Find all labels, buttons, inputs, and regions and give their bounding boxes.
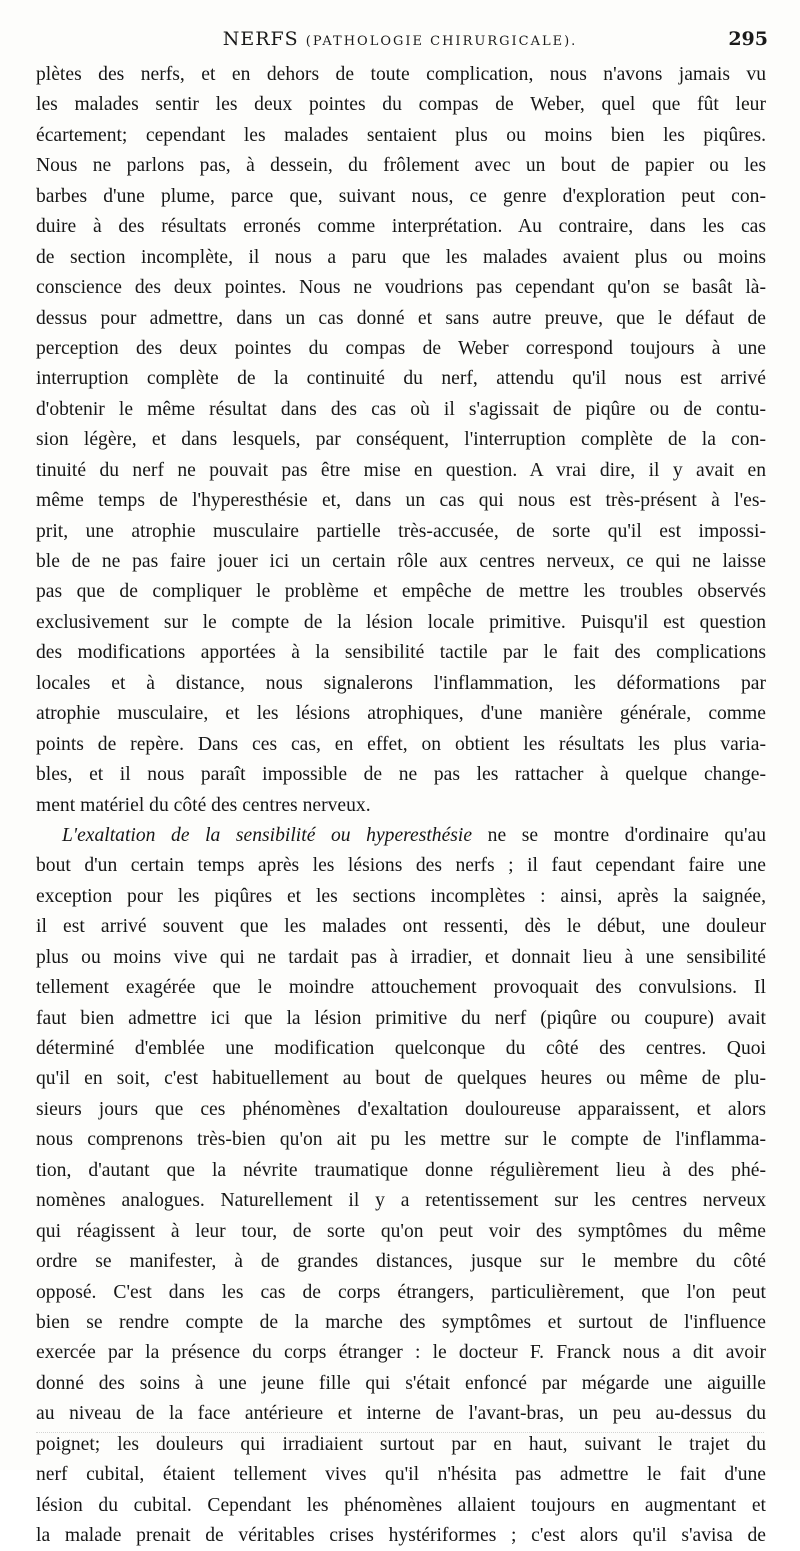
text-line: perception des deux pointes du compas de Weber correspond toujours à une — [36, 337, 766, 359]
text-line: qu'il en soit, c'est habituellement au bout de quelques heures ou même de plu- — [36, 1068, 766, 1090]
text-line: même temps de l'hyperesthésie et, dans un cas qui nous est très-présent à l'es- — [36, 490, 766, 512]
text-line: dessus pour admettre, dans un cas donné et sans autre preuve, que le défaut de — [36, 307, 766, 329]
text-line: sion légère, et dans lesquels, par conséquent, l'interruption complète de la con- — [36, 429, 766, 451]
body-text — [36, 60, 766, 1551]
text-line: nous comprenons très-bien qu'on ait pu les mettre sur le compte de l'inflamma- — [36, 1129, 766, 1151]
text-line: bout d'un certain temps après les lésions des nerfs ; il faut cependant faire une — [36, 855, 766, 877]
text-line: tellement exagérée que le moindre attouchement provoquait des convulsions. Il — [36, 977, 766, 999]
text-line: locales et à distance, nous signalerons l'inflammation, les déformations par — [36, 672, 766, 694]
running-title-sub: (PATHOLOGIE CHIRURGICALE). — [305, 34, 578, 49]
text-line: qui réagissent à leur tour, de sorte qu'on peut voir des symptômes du même — [36, 1220, 766, 1242]
text-line: donné des soins à une jeune fille qui s'était enfoncé par mégarde une aiguille — [36, 1372, 766, 1394]
text-line: exercée par la présence du corps étranger : le docteur F. Franck nous a dit avoir — [36, 1342, 766, 1364]
text-line: sieurs jours que ces phénomènes d'exaltation douloureuse apparaissent, et alors — [36, 1098, 766, 1120]
text-line: tinuité du nerf ne pouvait pas être mise en question. A vrai dire, il y avait en — [36, 459, 766, 481]
text-line: plus ou moins vive qui ne tardait pas à irradier, et donnait lieu à une sensibilité — [36, 946, 766, 968]
text-line: d'obtenir le même résultat dans des cas où il s'agissait de piqûre ou de contu- — [36, 398, 766, 420]
text-line: atrophie musculaire, et les lésions atrophiques, d'une manière générale, comme — [36, 703, 766, 725]
text-line: de section incomplète, il nous a paru que les malades avaient plus ou moins — [36, 246, 766, 268]
text-line: Nous ne parlons pas, à dessein, du frôlement avec un bout de papier ou les — [36, 155, 766, 177]
text-line: nerf cubital, étaient tellement vives qu'il n'hésita pas admettre le fait d'une — [36, 1464, 766, 1486]
text-line: déterminé d'emblée une modification quelconque du côté des centres. Quoi — [36, 1038, 766, 1059]
text-line: exception pour les piqûres et les sections incomplètes : ainsi, après la saignée, — [36, 885, 766, 907]
paragraph-1 — [36, 60, 766, 821]
text-line: écartement; cependant les malades sentaient plus ou moins bien les piqûres. — [36, 124, 766, 146]
text-line: prit, une atrophie musculaire partielle très-accusée, de sorte qu'il est impossi- — [36, 520, 766, 542]
text-line: faut bien admettre ici que la lésion primitive du nerf (piqûre ou coupure) avait — [36, 1007, 766, 1029]
running-title-main: NERFS — [222, 28, 299, 50]
text-line: conscience des deux pointes. Nous ne voudrions pas cependant qu'on se basât là- — [36, 277, 766, 299]
text-line: nomènes analogues. Naturellement il y a retentissement sur les centres nerveux — [36, 1190, 766, 1212]
text-line: exclusivement sur le compte de la lésion locale primitive. Puisqu'il est question — [36, 611, 766, 633]
text-line: bles, et il nous paraît impossible de ne pas les rattacher à quelque change- — [36, 764, 766, 786]
page-bottom-rule — [36, 1432, 764, 1439]
text-line: ordre se manifester, à de grandes distances, jusque sur le membre du côté — [36, 1251, 766, 1273]
text-line: il est arrivé souvent que les malades ont ressenti, dès le début, une douleur — [36, 916, 766, 938]
italic-lead: L'exaltation de la sensibilité ou hyperesthésie — [62, 824, 473, 846]
paragraph-2 — [36, 821, 766, 1551]
text-line: tion, d'autant que la névrite traumatique donne régulièrement lieu à des phé- — [36, 1159, 766, 1181]
text-line: interruption complète de la continuité du nerf, attendu qu'il nous est arrivé — [36, 368, 766, 390]
text-line: ment matériel du côté des centres nerveux. — [36, 794, 371, 816]
text-line: lésion du cubital. Cependant les phénomènes allaient toujours en augmentant et — [36, 1494, 766, 1516]
text-line: duire à des résultats erronés comme interprétation. Au contraire, dans les cas — [36, 216, 766, 238]
text-line: pas que de compliquer le problème et empêche de mettre les troubles observés — [36, 581, 766, 603]
page-number: 295 — [728, 28, 768, 50]
text-line: poignet; les douleurs qui irradiaient surtout par en haut, suivant le trajet du — [36, 1433, 766, 1455]
running-title — [30, 28, 770, 50]
text-line: au niveau de la face antérieure et interne de l'avant-bras, un peu au-dessus du — [36, 1403, 766, 1425]
text-line: des modifications apportées à la sensibilité tactile par le fait des complications — [36, 642, 766, 664]
text-line: opposé. C'est dans les cas de corps étrangers, particulièrement, que l'on peut — [36, 1281, 766, 1303]
text-line: barbes d'une plume, parce que, suivant nous, ce genre d'exploration peut con- — [36, 185, 766, 207]
first-line-rest: ne se montre d'ordinaire qu'au — [472, 824, 766, 846]
text-line: les malades sentir les deux pointes du compas de Weber, quel que fût leur — [36, 94, 766, 116]
text-line: points de repère. Dans ces cas, en effet, on obtient les résultats les plus varia- — [36, 733, 766, 755]
text-line: plètes des nerfs, et en dehors de toute complication, nous n'avons jamais vu — [36, 64, 766, 85]
text-line: bien se rendre compte de la marche des symptômes et surtout de l'influence — [36, 1311, 766, 1333]
paragraph-2-first-line — [36, 821, 766, 851]
text-line: la malade prenait de véritables crises hystériformes ; c'est alors qu'il s'avisa de — [36, 1525, 766, 1546]
running-header — [30, 28, 770, 58]
text-line: ble de ne pas faire jouer ici un certain rôle aux centres nerveux, ce qui ne laisse — [36, 551, 766, 572]
